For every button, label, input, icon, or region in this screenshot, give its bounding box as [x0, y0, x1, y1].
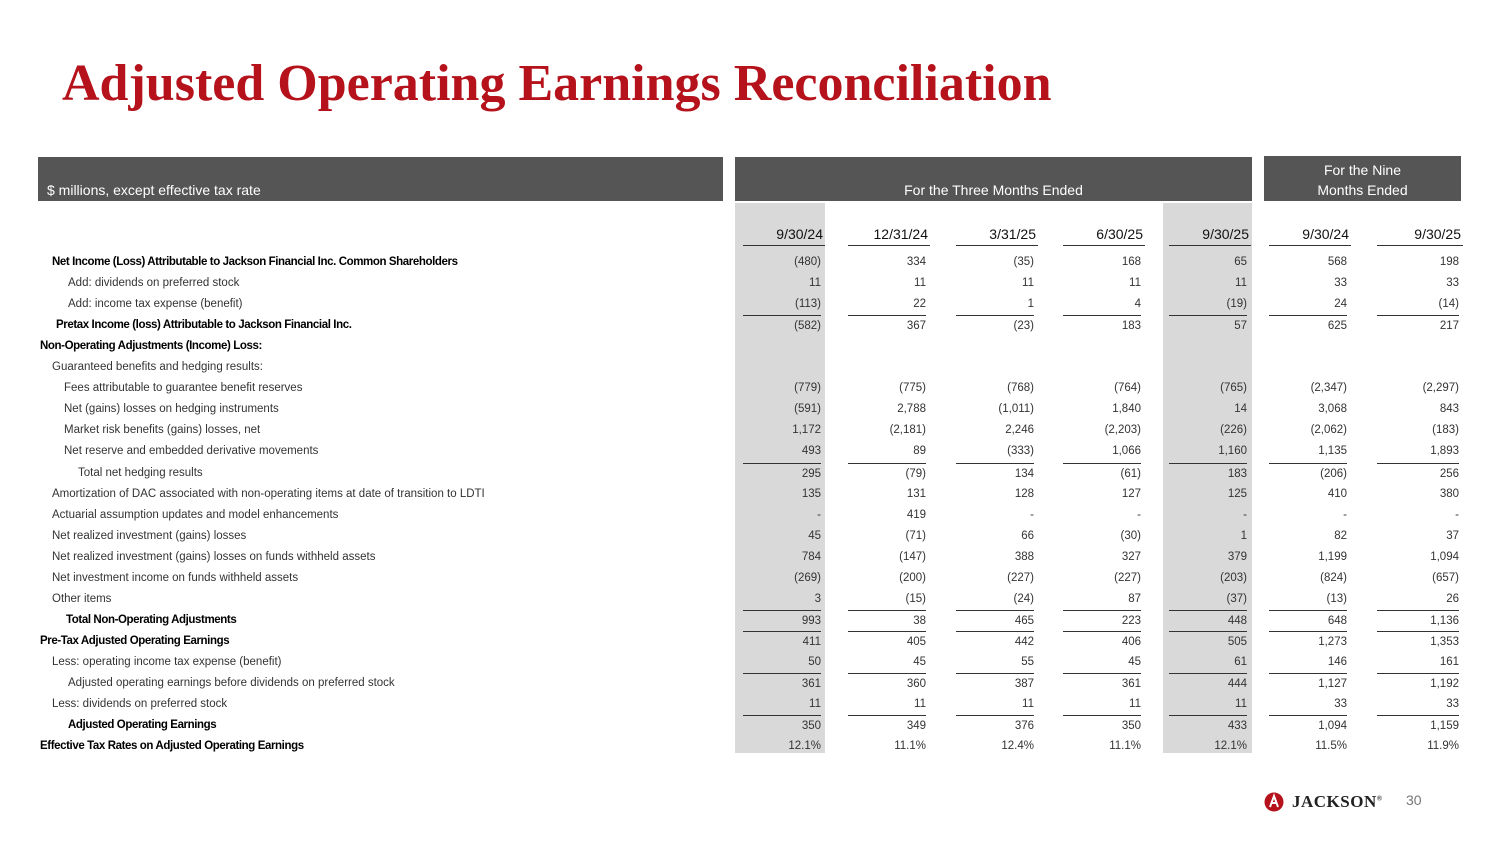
table-cell: 843 — [1439, 403, 1459, 416]
table-cell: (2,062) — [1310, 424, 1347, 437]
table-cell: 168 — [1121, 256, 1141, 268]
table-cell: 12.1% — [788, 740, 821, 753]
table-cell: (657) — [1432, 571, 1459, 584]
table-cell: 256 — [1377, 463, 1459, 480]
row-label: Effective Tax Rates on Adjusted Operating Earnings — [40, 740, 304, 753]
table-cell: - — [1030, 508, 1034, 521]
table-cell: 1,160 — [1218, 445, 1247, 458]
table-cell: 2,246 — [1005, 424, 1034, 437]
table-cell: 2,788 — [897, 403, 926, 416]
table-cell: 198 — [1439, 256, 1459, 268]
nine-months-label-line1: For the Nine — [1323, 162, 1402, 178]
table-cell: 11 — [1129, 277, 1141, 290]
table-cell: 38 — [848, 610, 926, 627]
table-cell: 444 — [1169, 673, 1247, 690]
table-cell: 45 — [913, 655, 926, 668]
table-cell: (113) — [795, 298, 821, 311]
table-cell: 376 — [956, 715, 1034, 732]
table-row — [0, 610, 1500, 631]
row-label: Add: income tax expense (benefit) — [68, 298, 243, 311]
table-cell: (14) — [1438, 298, 1459, 311]
table-cell: (30) — [1120, 529, 1141, 542]
table-cell: 361 — [743, 673, 821, 690]
table-cell: 1,893 — [1430, 445, 1459, 458]
table-cell: 127 — [1121, 487, 1141, 500]
page-title: Adjusted Operating Earnings Reconciliation — [62, 55, 1052, 112]
table-cell: (226) — [1220, 424, 1247, 437]
table-cell: 3,068 — [1318, 403, 1347, 416]
table-cell: 37 — [1446, 529, 1459, 542]
table-row — [0, 273, 1500, 294]
table-row — [0, 673, 1500, 694]
table-cell: 1,094 — [1430, 550, 1459, 563]
table-cell: 11.9% — [1427, 740, 1459, 753]
table-cell: 45 — [808, 529, 821, 542]
table-cell: 568 — [1327, 256, 1347, 268]
table-cell: (2,347) — [1310, 382, 1347, 395]
table-cell: 55 — [1021, 655, 1034, 668]
table-cell: (2,297) — [1422, 382, 1459, 395]
table-cell: (227) — [1114, 571, 1141, 584]
table-row — [0, 589, 1500, 610]
table-row — [0, 736, 1500, 757]
table-cell: 387 — [956, 673, 1034, 690]
table-cell: (19) — [1226, 298, 1247, 311]
table-row — [0, 441, 1500, 462]
row-label: Pre-Tax Adjusted Operating Earnings — [40, 634, 230, 647]
table-cell: 57 — [1169, 315, 1247, 332]
table-cell: 405 — [848, 631, 926, 648]
three-months-header — [735, 157, 1252, 201]
table-cell: 448 — [1169, 610, 1247, 627]
table-cell: 12.1% — [1214, 740, 1247, 753]
table-cell: 493 — [801, 445, 821, 458]
row-label: Net realized investment (gains) losses on funds withheld assets — [52, 550, 376, 563]
table-cell: 1 — [1240, 529, 1247, 542]
table-row — [0, 631, 1500, 652]
table-cell: (71) — [905, 529, 926, 542]
row-label: Non-Operating Adjustments (Income) Loss: — [40, 340, 262, 353]
table-row — [0, 336, 1500, 357]
table-cell: 11.1% — [1109, 740, 1141, 753]
table-cell: 45 — [1128, 655, 1141, 668]
table-cell: 11 — [914, 277, 926, 290]
table-cell: 419 — [906, 508, 926, 521]
table-cell: 406 — [1063, 631, 1141, 648]
table-cell: - — [1455, 508, 1459, 521]
table-row — [0, 715, 1500, 736]
table-cell: 380 — [1439, 487, 1459, 500]
table-cell: 128 — [1014, 487, 1034, 500]
table-cell: 65 — [1234, 256, 1247, 268]
column-header: 6/30/25 — [1063, 226, 1145, 246]
table-row — [0, 484, 1500, 505]
table-row — [0, 694, 1500, 715]
table-cell: 1,094 — [1269, 715, 1347, 732]
table-cell: 1,273 — [1269, 631, 1347, 648]
row-label: Other items — [52, 592, 112, 605]
table-cell: 4 — [1134, 298, 1141, 311]
table-cell: 993 — [743, 610, 821, 627]
table-row — [0, 294, 1500, 315]
table-cell: 648 — [1269, 610, 1347, 627]
table-cell: 1 — [1027, 298, 1034, 311]
row-label: Add: dividends on preferred stock — [68, 277, 240, 290]
table-cell: 33 — [1446, 698, 1459, 711]
table-cell: 11 — [809, 277, 821, 290]
table-cell: (206) — [1269, 463, 1347, 480]
table-cell: 61 — [1234, 655, 1247, 668]
row-label: Amortization of DAC associated with non-operating items at date of transition to LDTI — [52, 487, 485, 500]
table-cell: (23) — [956, 315, 1034, 332]
table-cell: 33 — [1446, 277, 1459, 290]
table-cell: (15) — [905, 592, 926, 605]
table-row — [0, 652, 1500, 673]
row-label: Fees attributable to guarantee benefit reserves — [64, 382, 303, 395]
column-header: 12/31/24 — [848, 226, 930, 246]
row-label: Less: dividends on preferred stock — [52, 698, 228, 711]
table-cell: (200) — [899, 571, 926, 584]
table-cell: - — [817, 508, 821, 521]
table-cell: (203) — [1220, 571, 1247, 584]
table-cell: (79) — [848, 463, 926, 480]
logo-text: JACKSON® — [1292, 792, 1383, 811]
table-cell: (147) — [899, 550, 926, 563]
table-cell: (37) — [1226, 592, 1247, 605]
table-cell: 1,136 — [1377, 610, 1459, 627]
table-cell: 1,199 — [1318, 550, 1347, 563]
table-cell: (765) — [1220, 382, 1247, 395]
table-cell: 295 — [743, 463, 821, 480]
table-cell: 146 — [1327, 655, 1347, 668]
row-label: Net Income (Loss) Attributable to Jackson Financial Inc. Common Shareholders — [52, 256, 458, 268]
table-cell: 1,135 — [1318, 445, 1347, 458]
table-cell: (35) — [1013, 256, 1034, 268]
units-header — [38, 157, 723, 201]
table-cell: 11.1% — [894, 740, 926, 753]
table-cell: 24 — [1334, 298, 1347, 311]
table-cell: (227) — [1007, 571, 1034, 584]
table-cell: 350 — [1063, 715, 1141, 732]
table-cell: 465 — [956, 610, 1034, 627]
table-cell: 11 — [1022, 277, 1034, 290]
table-cell: 223 — [1063, 610, 1141, 627]
table-row — [0, 568, 1500, 589]
table-cell: 1,172 — [792, 424, 821, 437]
row-label: Total Non-Operating Adjustments — [66, 613, 237, 626]
jackson-logo — [1264, 790, 1384, 814]
table-cell: 1,066 — [1112, 445, 1141, 458]
table-cell: 183 — [1169, 463, 1247, 480]
table-cell: (61) — [1063, 463, 1141, 480]
column-header: 3/31/25 — [956, 226, 1038, 246]
row-label: Adjusted Operating Earnings — [68, 719, 217, 732]
table-cell: 360 — [848, 673, 926, 690]
table-cell: 349 — [848, 715, 926, 732]
table-cell: 11 — [1129, 698, 1141, 711]
table-cell: 433 — [1169, 715, 1247, 732]
table-cell: 12.4% — [1001, 740, 1034, 753]
table-cell: 3 — [814, 592, 821, 605]
table-cell: 367 — [848, 315, 926, 332]
table-cell: (13) — [1326, 592, 1347, 605]
row-label: Net realized investment (gains) losses — [52, 529, 247, 542]
table-row — [0, 505, 1500, 526]
table-cell: 26 — [1446, 592, 1459, 605]
table-cell: - — [1343, 508, 1347, 521]
table-cell: 33 — [1334, 698, 1347, 711]
table-cell: (768) — [1007, 382, 1034, 395]
units-label: $ millions, except effective tax rate — [47, 182, 261, 198]
row-label: Adjusted operating earnings before dividends on preferred stock — [68, 677, 395, 689]
row-label: Net reserve and embedded derivative movements — [64, 445, 319, 458]
table-row — [0, 357, 1500, 378]
table-cell: (183) — [1432, 424, 1459, 437]
table-cell: 388 — [1014, 550, 1034, 563]
table-cell: - — [1243, 508, 1247, 521]
table-cell: 11.5% — [1315, 740, 1347, 753]
table-cell: 505 — [1169, 631, 1247, 648]
table-cell: 14 — [1234, 403, 1247, 416]
table-row — [0, 399, 1500, 420]
table-cell: 33 — [1334, 277, 1347, 290]
table-row — [0, 315, 1500, 336]
table-row — [0, 547, 1500, 568]
table-cell: (775) — [899, 382, 926, 395]
table-row — [0, 378, 1500, 399]
table-row — [0, 252, 1500, 273]
table-cell: 11 — [809, 698, 821, 711]
table-cell: (269) — [794, 571, 821, 584]
table-cell: (2,181) — [889, 424, 926, 437]
table-cell: (582) — [743, 315, 821, 332]
table-cell: 1,127 — [1269, 673, 1347, 690]
table-cell: 442 — [956, 631, 1034, 648]
page-number: 30 — [1406, 792, 1422, 808]
table-cell: 183 — [1063, 315, 1141, 332]
table-cell: (764) — [1114, 382, 1141, 395]
table-cell: 1,840 — [1112, 403, 1141, 416]
table-row — [0, 463, 1500, 484]
table-cell: 350 — [743, 715, 821, 732]
table-cell: (2,203) — [1104, 424, 1141, 437]
table-cell: 625 — [1269, 315, 1347, 332]
table-cell: 11 — [1022, 698, 1034, 711]
row-label: Total net hedging results — [78, 466, 203, 479]
table-cell: 87 — [1128, 592, 1141, 605]
table-cell: 1,353 — [1377, 631, 1459, 648]
row-label: Less: operating income tax expense (benefit) — [52, 655, 282, 668]
table-cell: 135 — [801, 487, 821, 500]
table-cell: 125 — [1227, 487, 1247, 500]
table-row — [0, 526, 1500, 547]
jackson-logo-icon — [1264, 792, 1284, 812]
three-months-label: For the Three Months Ended — [904, 182, 1083, 198]
column-header: 9/30/25 — [1169, 226, 1251, 246]
table-cell: (591) — [794, 403, 821, 416]
table-row — [0, 420, 1500, 441]
table-cell: 411 — [743, 631, 821, 648]
row-label: Pretax Income (loss) Attributable to Jackson Financial Inc. — [56, 319, 352, 332]
table-cell: 11 — [1235, 277, 1247, 290]
column-header: 9/30/25 — [1377, 226, 1463, 246]
table-cell: 784 — [801, 550, 821, 563]
nine-months-header — [1264, 156, 1461, 201]
table-cell: (24) — [1013, 592, 1034, 605]
row-label: Net (gains) losses on hedging instruments — [64, 403, 279, 416]
table-cell: (824) — [1320, 571, 1347, 584]
table-cell: (480) — [794, 256, 821, 268]
table-cell: 1,192 — [1377, 673, 1459, 690]
table-cell: 361 — [1063, 673, 1141, 690]
table-cell: (779) — [794, 382, 821, 395]
table-cell: 327 — [1121, 550, 1141, 563]
row-label: Actuarial assumption updates and model enhancements — [52, 508, 339, 521]
nine-months-label-line2: Months Ended — [1317, 182, 1408, 198]
table-cell: 82 — [1334, 529, 1347, 542]
table-cell: 410 — [1327, 487, 1347, 500]
table-cell: 11 — [914, 698, 926, 711]
table-cell: (1,011) — [998, 403, 1034, 416]
table-cell: - — [1137, 508, 1141, 521]
table-cell: 134 — [956, 463, 1034, 480]
table-cell: 379 — [1227, 550, 1247, 563]
table-cell: 334 — [906, 256, 926, 268]
table-cell: (333) — [1007, 445, 1034, 458]
table-cell: 11 — [1235, 698, 1247, 711]
table-cell: 217 — [1377, 315, 1459, 332]
table-cell: 89 — [913, 445, 926, 458]
table-cell: 161 — [1439, 655, 1459, 668]
table-cell: 131 — [906, 487, 926, 500]
row-label: Guaranteed benefits and hedging results: — [52, 361, 263, 374]
row-label: Net investment income on funds withheld assets — [52, 571, 299, 584]
table-cell: 66 — [1021, 529, 1034, 542]
table-cell: 22 — [913, 298, 926, 311]
table-cell: 1,159 — [1377, 715, 1459, 732]
column-header: 9/30/24 — [1269, 226, 1351, 246]
table-cell: 50 — [808, 655, 821, 668]
column-header: 9/30/24 — [743, 226, 825, 246]
row-label: Market risk benefits (gains) losses, net — [64, 424, 261, 437]
